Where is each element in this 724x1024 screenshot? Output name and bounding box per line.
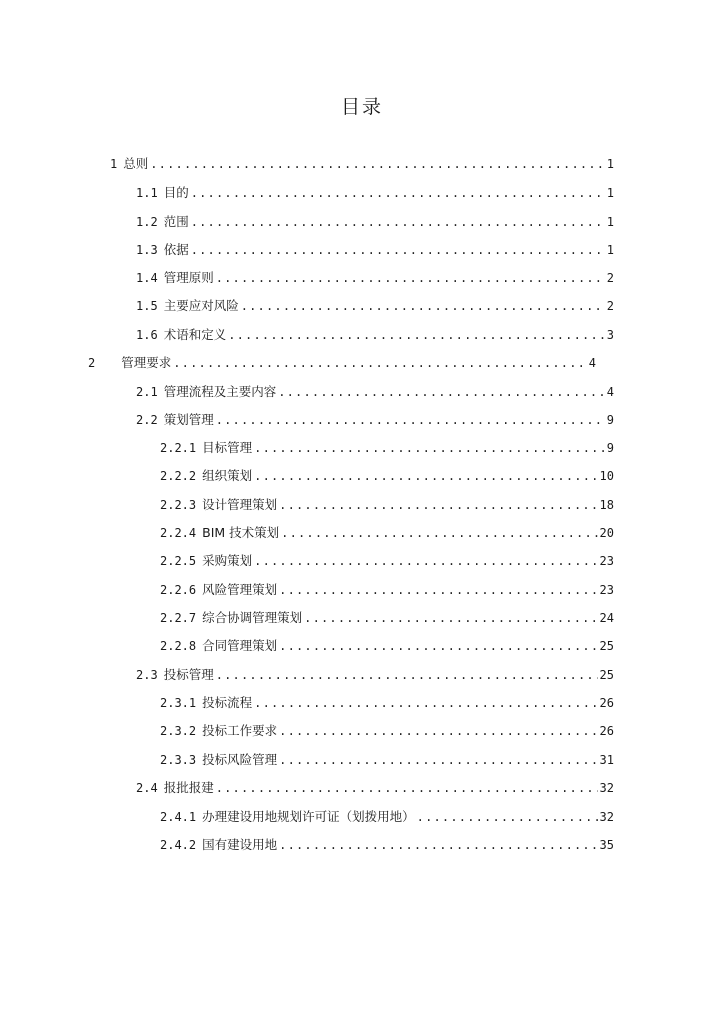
toc-leader-dots [304, 608, 597, 628]
toc-entry-label: 范围 [163, 214, 189, 229]
toc-leader-dots [216, 268, 605, 288]
toc-entry-number: 2.4.1 [160, 810, 197, 824]
toc-entry-page: 2 [606, 271, 614, 285]
toc-entry-page: 1 [606, 186, 614, 200]
toc-entry-number: 1.5 [136, 299, 158, 313]
toc-entry-label: 采购策划 [202, 553, 253, 568]
toc-entry-number: 1.2 [136, 215, 158, 229]
toc-entry-page: 23 [599, 554, 614, 568]
toc-entry-page: 1 [606, 243, 614, 257]
toc-leader-dots [254, 438, 605, 458]
toc-entry[interactable] [160, 807, 614, 827]
toc-leader-dots [228, 325, 605, 345]
toc-leader-dots [279, 636, 597, 656]
toc-entry-page: 31 [599, 753, 614, 767]
toc-entry-label: 投标风险管理 [202, 752, 278, 767]
toc-leader-dots [278, 382, 605, 402]
toc-entry[interactable] [136, 296, 614, 316]
toc-entry-page: 26 [599, 724, 614, 738]
toc-entry-number: 2.2.1 [160, 441, 197, 455]
toc-leader-dots [254, 551, 597, 571]
toc-entry-label: 术语和定义 [163, 327, 227, 342]
toc-entry-page: 1 [606, 215, 614, 229]
toc-entry-number: 2.4 [136, 781, 158, 795]
toc-entry[interactable] [136, 325, 614, 345]
toc-leader-dots [191, 183, 605, 203]
toc-leader-dots [216, 665, 598, 685]
toc-entry[interactable] [160, 835, 614, 855]
toc-entry[interactable] [136, 183, 614, 203]
toc-leader-dots [241, 296, 605, 316]
toc-entry-number: 2.2.3 [160, 498, 197, 512]
toc-entry-label: 目的 [163, 185, 189, 200]
toc-entry[interactable] [160, 523, 614, 543]
toc-entry[interactable] [136, 665, 614, 685]
toc-entry-page: 2 [606, 299, 614, 313]
toc-entry-page: 4 [588, 356, 596, 370]
toc-entry-label: 管理要求 [121, 355, 172, 370]
toc-entry[interactable] [160, 636, 614, 656]
toc-entry[interactable] [160, 495, 614, 515]
toc-entry-page: 4 [606, 385, 614, 399]
toc-leader-dots [254, 693, 597, 713]
toc-entry-label: 投标流程 [202, 695, 253, 710]
toc-leader-dots [417, 807, 598, 827]
toc-entry-label: 投标管理 [163, 667, 214, 682]
toc-entry-label: 依据 [163, 242, 189, 257]
toc-entry-number: 2.1 [136, 385, 158, 399]
toc-entry[interactable] [136, 382, 614, 402]
toc-entry[interactable] [136, 268, 614, 288]
toc-entry[interactable] [136, 778, 614, 798]
toc-leader-dots [281, 523, 597, 543]
toc-entry-page: 23 [599, 583, 614, 597]
toc-entry-number: 2.2.2 [160, 469, 197, 483]
toc-entry-label: 总则 [123, 156, 149, 171]
toc-entry-number: 2.3 [136, 668, 158, 682]
toc-entry-label: 国有建设用地 [202, 837, 278, 852]
toc-entry[interactable] [136, 410, 614, 430]
toc-entry-label: 组织策划 [202, 468, 253, 483]
toc-entry-page: 24 [599, 611, 614, 625]
toc-entry-number: 2.2.8 [160, 639, 197, 653]
toc-entry-page: 25 [599, 668, 614, 682]
toc-entry-page: 18 [599, 498, 614, 512]
toc-entry-page: 10 [599, 469, 614, 483]
toc-entry-number: 1.6 [136, 328, 158, 342]
toc-entry-label: 综合协调管理策划 [202, 610, 303, 625]
toc-entry[interactable] [160, 551, 614, 571]
toc-entry-page: 9 [606, 441, 614, 455]
toc-entry-label: 合同管理策划 [202, 638, 278, 653]
toc-entry[interactable] [160, 721, 614, 741]
toc-leader-dots [191, 212, 605, 232]
toc-leader-dots [254, 466, 597, 486]
toc-entry-label: 管理原则 [163, 270, 214, 285]
toc-entry-number: 1.1 [136, 186, 158, 200]
toc-entry-label: 主要应对风险 [163, 298, 239, 313]
toc-entry-number: 2.2.4 [160, 526, 197, 540]
toc-entry-label: 报批报建 [163, 780, 214, 795]
toc-entry-number: 1.4 [136, 271, 158, 285]
toc-entry-page: 1 [606, 157, 614, 171]
toc-leader-dots [279, 495, 597, 515]
toc-entry[interactable] [160, 693, 614, 713]
toc-entry-label: 风险管理策划 [202, 582, 278, 597]
toc-entry-number: 1 [110, 157, 118, 171]
toc-entry[interactable] [160, 608, 614, 628]
toc-entry-page: 25 [599, 639, 614, 653]
toc-entry[interactable] [160, 750, 614, 770]
toc-leader-dots [279, 721, 597, 741]
toc-entry-page: 20 [599, 526, 614, 540]
toc-entry[interactable] [160, 580, 614, 600]
toc-entry[interactable] [136, 240, 614, 260]
toc-leader-dots [279, 750, 597, 770]
toc-leader-dots [216, 410, 605, 430]
toc-entry-label: 管理流程及主要内容 [163, 384, 277, 399]
toc-leader-dots [150, 154, 605, 174]
toc-entry[interactable] [160, 466, 614, 486]
toc-entry-label: BIM 技术策划 [202, 525, 280, 540]
toc-entry[interactable] [136, 212, 614, 232]
toc-entry-number: 2.3.1 [160, 696, 197, 710]
toc-entry-page: 35 [599, 838, 614, 852]
toc-entry[interactable] [110, 154, 614, 174]
toc-entry-number: 2 [88, 356, 96, 370]
toc-entry-number: 2.4.2 [160, 838, 197, 852]
toc-leader-dots [279, 835, 597, 855]
toc-entry-number: 2.3.3 [160, 753, 197, 767]
toc-entry-label: 设计管理策划 [202, 497, 278, 512]
toc-leader-dots [279, 580, 597, 600]
toc-entry-number: 1.3 [136, 243, 158, 257]
toc-entry-label: 投标工作要求 [202, 723, 278, 738]
toc-entry-number: 2.2.6 [160, 583, 197, 597]
toc-entry-page: 3 [606, 328, 614, 342]
toc-entry-number: 2.2 [136, 413, 158, 427]
toc-entry-label: 目标管理 [202, 440, 253, 455]
toc-entry-page: 32 [599, 781, 614, 795]
toc-leader-dots [191, 240, 605, 260]
toc-entry[interactable] [160, 438, 614, 458]
toc-entry-page: 9 [606, 413, 614, 427]
toc-entry-number: 2.2.7 [160, 611, 197, 625]
toc-title: 目录 [340, 96, 383, 118]
toc-entry[interactable] [88, 353, 596, 373]
toc-leader-dots [216, 778, 598, 798]
toc-entry-page: 32 [599, 810, 614, 824]
toc-entry-label: 办理建设用地规划许可证（划拨用地） [202, 809, 415, 824]
toc-entry-label: 策划管理 [163, 412, 214, 427]
toc-entry-page: 26 [599, 696, 614, 710]
toc-entry-number: 2.3.2 [160, 724, 197, 738]
toc-entry-number: 2.2.5 [160, 554, 197, 568]
toc-leader-dots [173, 353, 587, 373]
